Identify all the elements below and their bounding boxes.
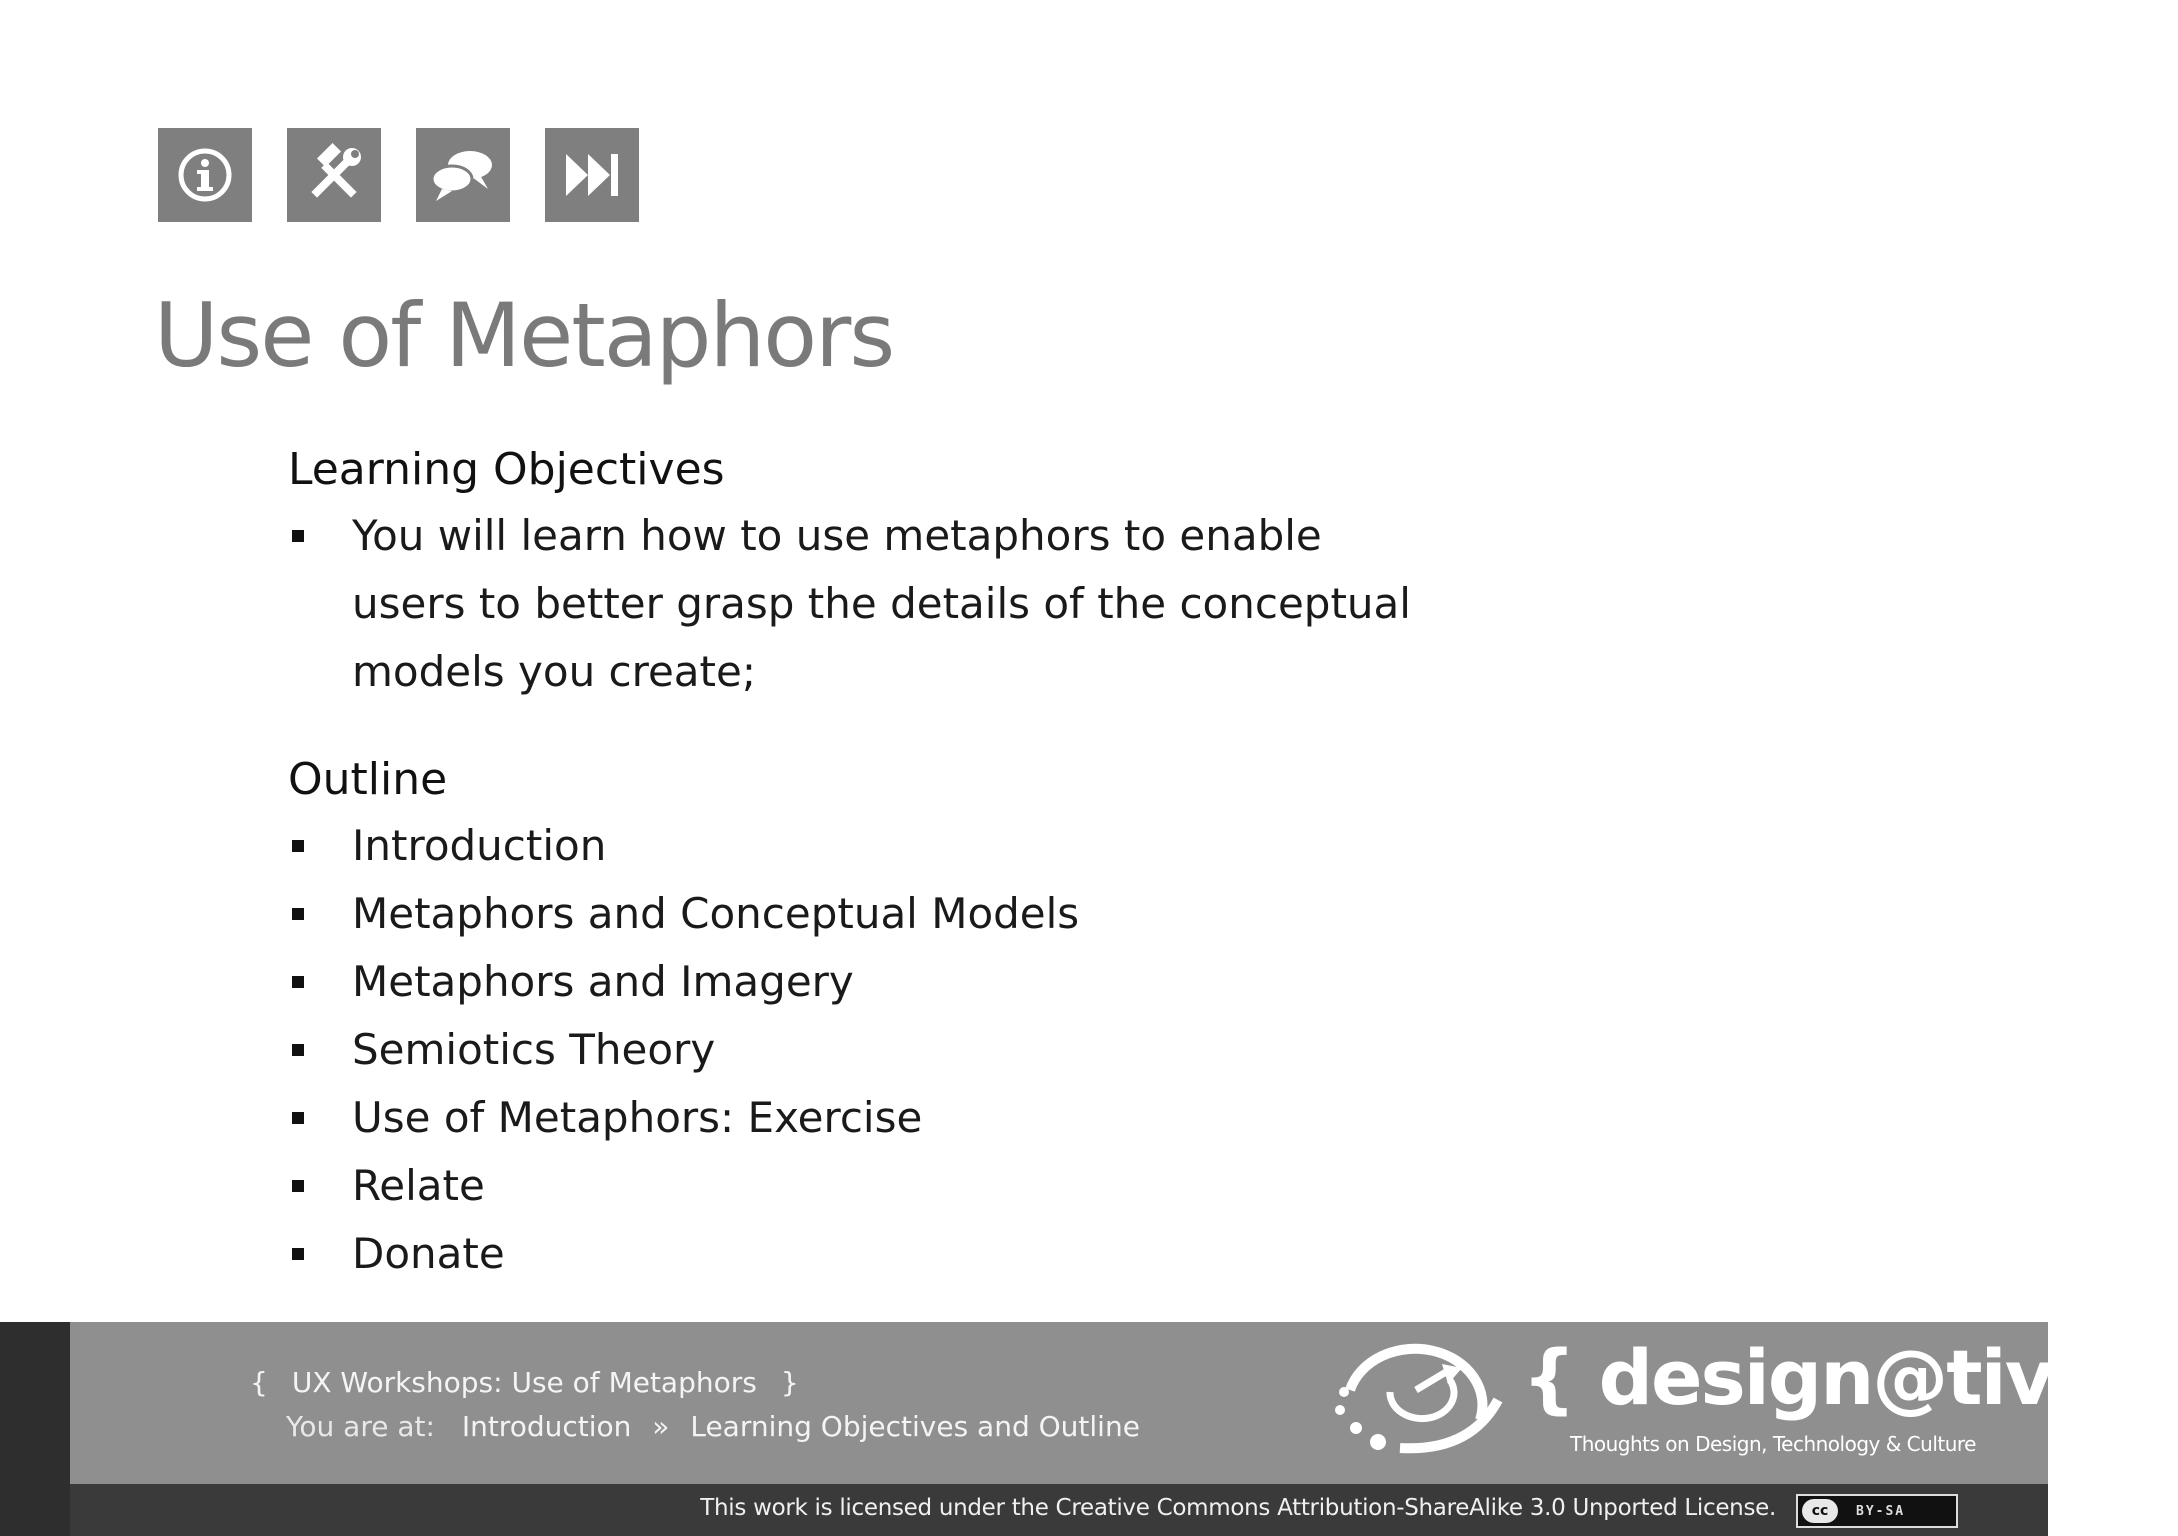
license-text[interactable]: This work is licensed under the Creative Commons Attribution-ShareAlike 3.0 Unported License. <box>700 1495 1776 1521</box>
objective-text: You will learn how to use metaphors to enable users to better grasp the details of the conceptual models you create; <box>352 511 1411 696</box>
cc-badge-label: BY-SA <box>1856 1503 1906 1519</box>
bullet-square-icon <box>292 840 304 852</box>
outline-list <box>288 812 1438 1288</box>
bullet-square-icon <box>292 1180 304 1192</box>
bullet-square-icon <box>292 1248 304 1260</box>
list-item <box>288 812 1438 880</box>
list-item <box>288 1084 1438 1152</box>
logo-wordmark[interactable]: { design@tive } <box>1522 1333 2178 1422</box>
tools-icon <box>302 143 366 207</box>
info-icon <box>175 145 235 205</box>
bullet-square-icon <box>292 530 304 542</box>
footer-left-strip <box>0 1322 70 1536</box>
list-item <box>288 880 1438 948</box>
outline-item-text: Donate <box>352 1229 505 1278</box>
close-brace: } <box>780 1366 799 1399</box>
you-are-at-label: You are at: <box>286 1410 435 1443</box>
outline-heading: Outline <box>288 754 448 805</box>
objectives-heading: Learning Objectives <box>288 444 725 495</box>
logo-tagline: Thoughts on Design, Technology & Culture <box>1570 1432 1976 1456</box>
slide-content <box>288 440 1438 1288</box>
workshop-title <box>250 1366 799 1399</box>
tools-button[interactable] <box>287 128 381 222</box>
bullet-square-icon <box>292 908 304 920</box>
outline-item-text: Metaphors and Conceptual Models <box>352 889 1080 938</box>
designative-logo-icon[interactable] <box>1330 1330 1510 1464</box>
skip-forward-icon <box>562 150 622 200</box>
cc-icon: cc <box>1802 1499 1838 1523</box>
chat-bubbles-icon <box>430 145 496 205</box>
list-item <box>288 948 1438 1016</box>
workshop-title-text: UX Workshops: Use of Metaphors <box>291 1366 757 1399</box>
outline-item-text: Metaphors and Imagery <box>352 957 854 1006</box>
list-item <box>288 1220 1438 1288</box>
breadcrumb-separator: » <box>652 1410 670 1443</box>
list-item <box>288 1016 1438 1084</box>
objectives-list <box>288 502 1438 706</box>
info-button[interactable] <box>158 128 252 222</box>
outline-item-text: Use of Metaphors: Exercise <box>352 1093 923 1142</box>
breadcrumb-link-introduction[interactable]: Introduction <box>461 1410 632 1443</box>
icon-toolbar <box>158 128 639 222</box>
discussion-button[interactable] <box>416 128 510 222</box>
breadcrumb <box>286 1410 1140 1443</box>
list-item <box>288 502 1438 706</box>
bullet-square-icon <box>292 1044 304 1056</box>
cc-license-badge[interactable] <box>1796 1494 1958 1528</box>
outline-item-text: Relate <box>352 1161 485 1210</box>
skip-forward-button[interactable] <box>545 128 639 222</box>
bullet-square-icon <box>292 1112 304 1124</box>
open-brace: { <box>250 1366 268 1399</box>
outline-item-text: Semiotics Theory <box>352 1025 716 1074</box>
outline-item-text: Introduction <box>352 821 607 870</box>
breadcrumb-link-current[interactable]: Learning Objectives and Outline <box>690 1410 1140 1443</box>
list-item <box>288 1152 1438 1220</box>
page-title: Use of Metaphors <box>154 284 894 387</box>
bullet-square-icon <box>292 976 304 988</box>
